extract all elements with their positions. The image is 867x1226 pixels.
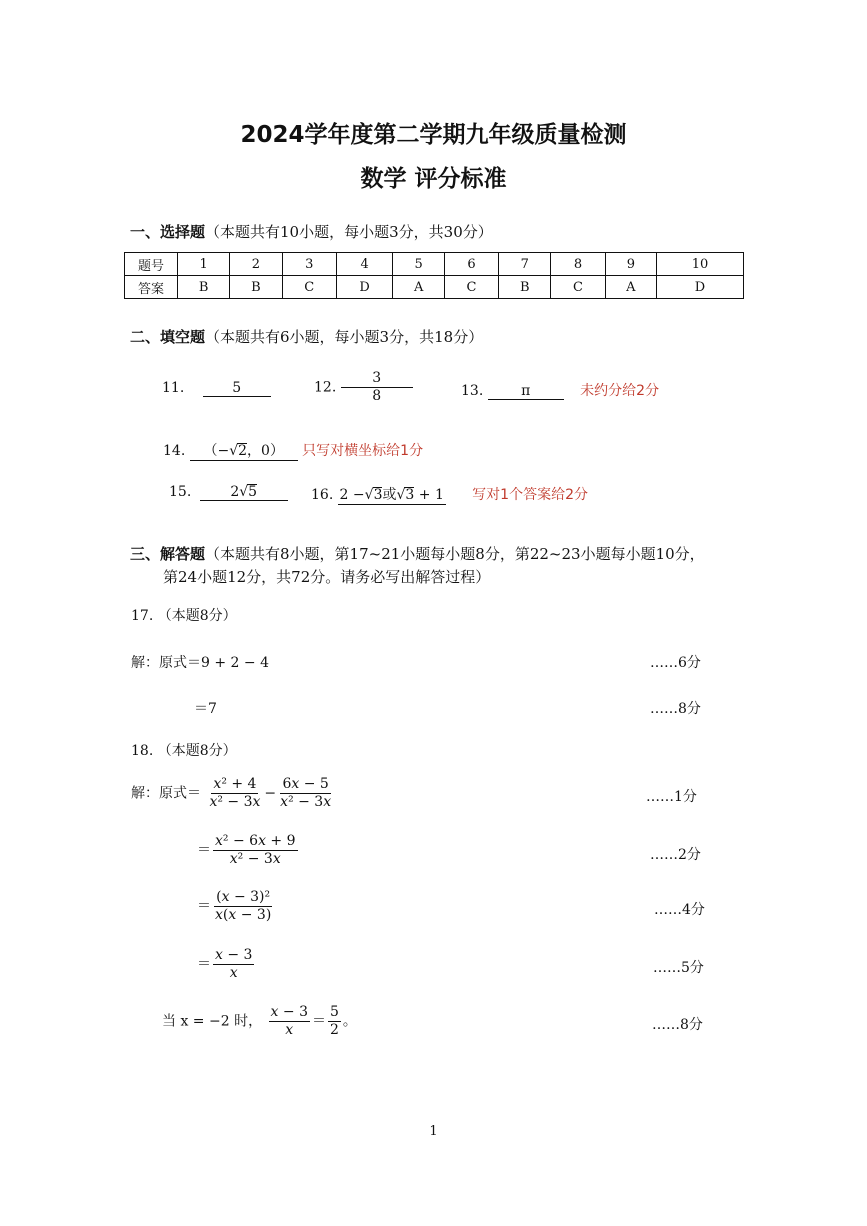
answer-cell: B	[499, 276, 551, 299]
q14-close: ，0）	[247, 443, 284, 459]
q18-solve-prefix: 解：原式＝	[131, 785, 201, 802]
question-number-cell: 2	[230, 253, 282, 276]
q12-fraction	[343, 370, 411, 405]
answer-row-label: 答案	[125, 276, 178, 299]
q17-score1: ……6分	[650, 655, 701, 671]
question-row-label: 题号	[125, 253, 178, 276]
q18-final-num: 5	[329, 1004, 339, 1020]
q18-frac-b: $\frac{6x - 5}{\text{x² − 3x}}$	[280, 776, 332, 810]
q18-final-prefix: 当	[162, 1013, 176, 1030]
q18-step2: ＝ $\frac{\text{x² − 6x + 9}}{\text{x² − 3x}}$	[197, 833, 296, 867]
question-number-cell: 1	[178, 253, 230, 276]
q18-frac-g	[328, 1004, 341, 1039]
q17-step2: ＝7	[194, 701, 217, 717]
q13-answer: π	[488, 383, 564, 400]
q18-score5: ……8分	[652, 1017, 703, 1033]
answer-table	[124, 252, 744, 299]
q16-radicand-2: 3	[405, 487, 415, 503]
question-number-cell: 9	[605, 253, 656, 276]
q18-score4: ……5分	[653, 960, 704, 976]
q16-part-b: + 1	[418, 487, 444, 503]
question-number-cell: 7	[499, 253, 551, 276]
page-number: 1	[429, 1124, 438, 1139]
page-subtitle: 数学 评分标准	[360, 166, 507, 192]
q15-radicand: 5	[248, 484, 258, 500]
q18-score3: ……4分	[654, 902, 705, 918]
q15-answer: 2√5	[200, 484, 288, 501]
q14-answer: （−√2，0）	[190, 440, 298, 461]
q14-open: （−	[203, 443, 230, 459]
q14-remark: 只写对横坐标给1分	[302, 443, 424, 459]
q11	[162, 380, 271, 397]
q15-label: 15.	[169, 484, 192, 500]
q18-frac-f: $\frac{x - 3}{x}$	[270, 1004, 308, 1038]
q12	[314, 370, 413, 405]
q16	[311, 484, 588, 505]
q15	[169, 484, 288, 501]
q18-label: 18. （本题8分）	[131, 743, 237, 759]
q16-answer: 2 −√3或√3 + 1	[338, 484, 446, 505]
question-number-cell: 3	[282, 253, 336, 276]
q18-frac-d: $\frac{\text{(x − 3)²}}{x(x - 3)}$	[215, 889, 272, 923]
q13	[461, 380, 659, 400]
q15-coef: 2	[230, 484, 240, 500]
answer-cell: B	[230, 276, 282, 299]
q11-label: 11.	[162, 380, 185, 396]
question-number-cell: 10	[657, 253, 744, 276]
q16-label: 16.	[311, 487, 334, 503]
answer-row	[125, 276, 744, 299]
q18-final-den: 2	[329, 1021, 339, 1038]
question-number-cell: 8	[551, 253, 605, 276]
q18-frac-c: $\frac{\text{x² − 6x + 9}}{\text{x² − 3x}}$	[215, 833, 296, 867]
q18-step1: 解：原式＝ $\frac{\text{x² + 4}}{\text{x² − 3x}}$ − $\frac{6x - 5}{\text{x² − 3x}}$	[131, 776, 332, 810]
q18-score2: ……2分	[650, 847, 701, 863]
section3-note-line2: 第24小题12分，共72分。请务必写出解答过程）	[163, 568, 491, 586]
q13-label: 13.	[461, 383, 484, 399]
question-number-cell: 5	[393, 253, 444, 276]
q18-frac-e: $\frac{x - 3}{x}$	[215, 947, 253, 981]
answer-cell: C	[551, 276, 605, 299]
q18-final-equals: ＝	[311, 1013, 326, 1030]
q18-score1: ……1分	[646, 789, 697, 805]
q18-step3: ＝ $\frac{\text{(x − 3)²}}{x(x - 3)}$	[197, 889, 272, 923]
answer-cell: D	[336, 276, 393, 299]
q18-final-end: 。	[342, 1013, 357, 1030]
q18-frac-a: $\frac{\text{x² + 4}}{\text{x² − 3x}}$	[209, 776, 261, 810]
answer-cell: B	[178, 276, 230, 299]
q12-denominator: 8	[372, 387, 382, 404]
q17-label: 17. （本题8分）	[131, 608, 237, 624]
section1-heading: 一、选择题（本题共有10小题，每小题3分，共30分）	[130, 223, 493, 241]
answer-cell: A	[605, 276, 656, 299]
question-number-cell: 6	[444, 253, 498, 276]
q14	[163, 440, 423, 461]
q14-label: 14.	[163, 443, 186, 459]
q17-score2: ……8分	[650, 701, 701, 717]
page-title: 2024学年度第二学期九年级质量检测	[240, 122, 627, 148]
q12-label: 12.	[314, 379, 337, 396]
answer-cell: C	[282, 276, 336, 299]
answer-cell: A	[393, 276, 444, 299]
answer-cell: C	[444, 276, 498, 299]
q17-solve: 解：原式＝9 + 2 − 4	[131, 655, 269, 671]
q12-numerator: 3	[341, 370, 413, 388]
answer-cell: D	[657, 276, 744, 299]
q13-remark: 未约分给2分	[580, 383, 660, 399]
q14-radicand: 2	[238, 443, 248, 459]
q18-final	[162, 1004, 357, 1039]
q11-answer: 5	[203, 380, 271, 397]
q16-remark: 写对1个答案给2分	[472, 487, 588, 503]
q18-step4: ＝ $\frac{x - 3}{x}$	[197, 947, 253, 981]
q18-final-cond: x = −2 时，	[180, 1013, 263, 1030]
q16-or: 或	[382, 487, 397, 503]
section3-heading: 三、解答题（本题共有8小题，第17~21小题每小题8分，第22~23小题每小题10分，	[130, 545, 705, 563]
q16-part-a: 2 −	[339, 487, 365, 503]
question-number-cell: 4	[336, 253, 393, 276]
q16-radicand-1: 3	[373, 487, 383, 503]
section2-heading: 二、填空题（本题共有6小题，每小题3分，共18分）	[130, 328, 484, 346]
question-row	[125, 253, 744, 276]
